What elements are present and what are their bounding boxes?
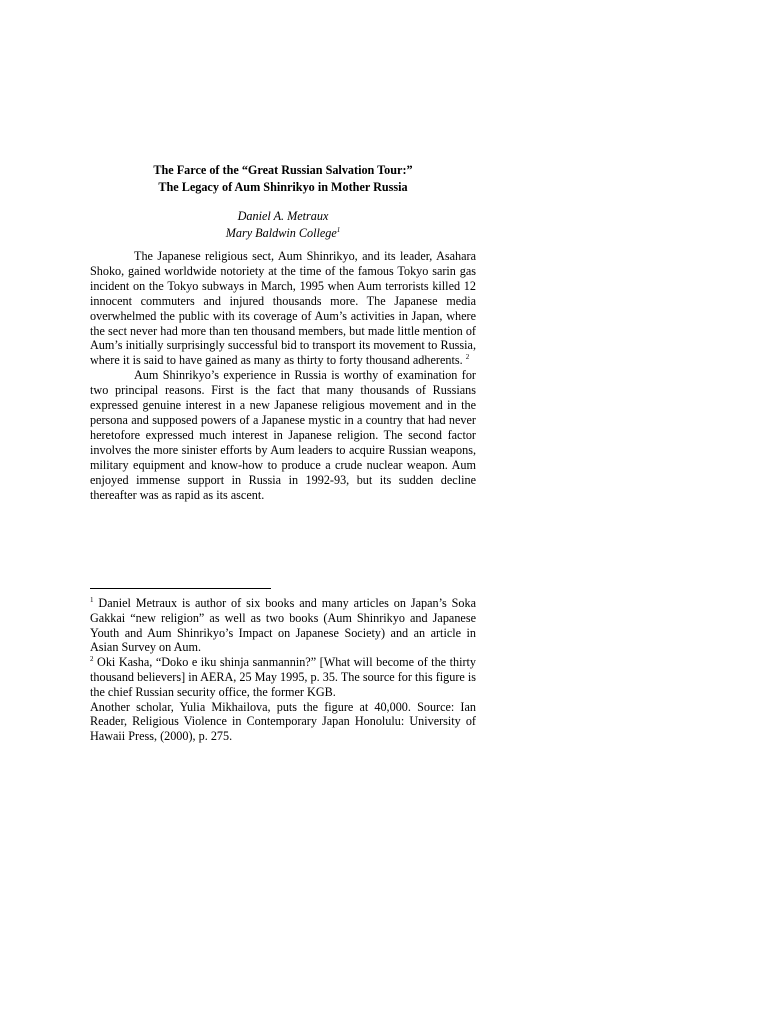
footnote-separator <box>90 588 271 589</box>
affiliation-text: Mary Baldwin College <box>225 225 337 240</box>
paragraph-1-text: The Japanese religious sect, Aum Shinrikyo, and its leader, Asahara Shoko, gained worldwide notoriety at the time of the famous Tokyo sarin gas incident on the Tokyo subways in March, 1995 when Aum terrorists killed 12 innocent commuters and injured thousands more. The Japanese media overwhelmed the public with its coverage of Aum’s activities in Japan, where the sect never had more than ten thousand members, but made little mention of Aum’s initially surprisingly successful bid to transport its movement to Russia, where it is said to have gained as many as thirty to forty thousand adherents. <box>90 249 476 368</box>
footnotes <box>90 596 476 744</box>
footnote-ref-2: 2 <box>465 353 470 362</box>
author-affiliation <box>90 225 476 242</box>
footnote-2-text: Oki Kasha, “Doko e iku shinja sanmannin?” [What will become of the thirty thousand believers] in AERA, 25 May 1995, p. 35. The source for this figure is the chief Russian security office, the former KGB. <box>90 655 476 699</box>
footnote-1-mark: 1 <box>90 595 94 604</box>
footnote-ref-1: 1 <box>336 225 341 234</box>
paragraph-2: Aum Shinrikyo’s experience in Russia is worthy of examination for two principal reasons. First is the fact that many thousands of Russians expressed genuine interest in a new Japanese religious movement and in the persona and supposed powers of a Japanese mystic in a country that had never heretofore expressed much interest in Japanese religion. The second factor involves the more sinister efforts by Aum leaders to acquire Russian weapons, military equipment and know-how to produce a crude nuclear weapon. Aum enjoyed immense support in Russia in 1992-93, but its sudden decline thereafter was as rapid as its ascent. <box>90 368 476 502</box>
footnote-2-continuation: Another scholar, Yulia Mikhailova, puts the figure at 40,000. Source: Ian Reader, Religious Violence in Contemporary Japan Honolulu: University of Hawaii Press, (2000), p. 275. <box>90 699 476 744</box>
paper-page <box>90 162 476 502</box>
title-line-2: The Legacy of Aum Shinrikyo in Mother Russia <box>158 179 408 194</box>
paper-title <box>90 162 476 195</box>
footnote-2 <box>90 655 476 699</box>
author-block <box>90 208 476 241</box>
footnote-2-mark: 2 <box>90 655 94 664</box>
paragraph-1 <box>90 249 476 368</box>
title-line-1: The Farce of the “Great Russian Salvation Tour:” <box>153 163 413 177</box>
footnote-1 <box>90 596 476 655</box>
footnote-1-text: Daniel Metraux is author of six books and many articles on Japan’s Soka Gakkai “new religion” as well as two books (Aum Shinrikyo and Japanese Youth and Aum Shinrikyo’s Impact on Japanese Society) and an article in Asian Survey on Aum. <box>90 596 476 655</box>
body-text <box>90 249 476 502</box>
author-name: Daniel A. Metraux <box>237 209 329 223</box>
